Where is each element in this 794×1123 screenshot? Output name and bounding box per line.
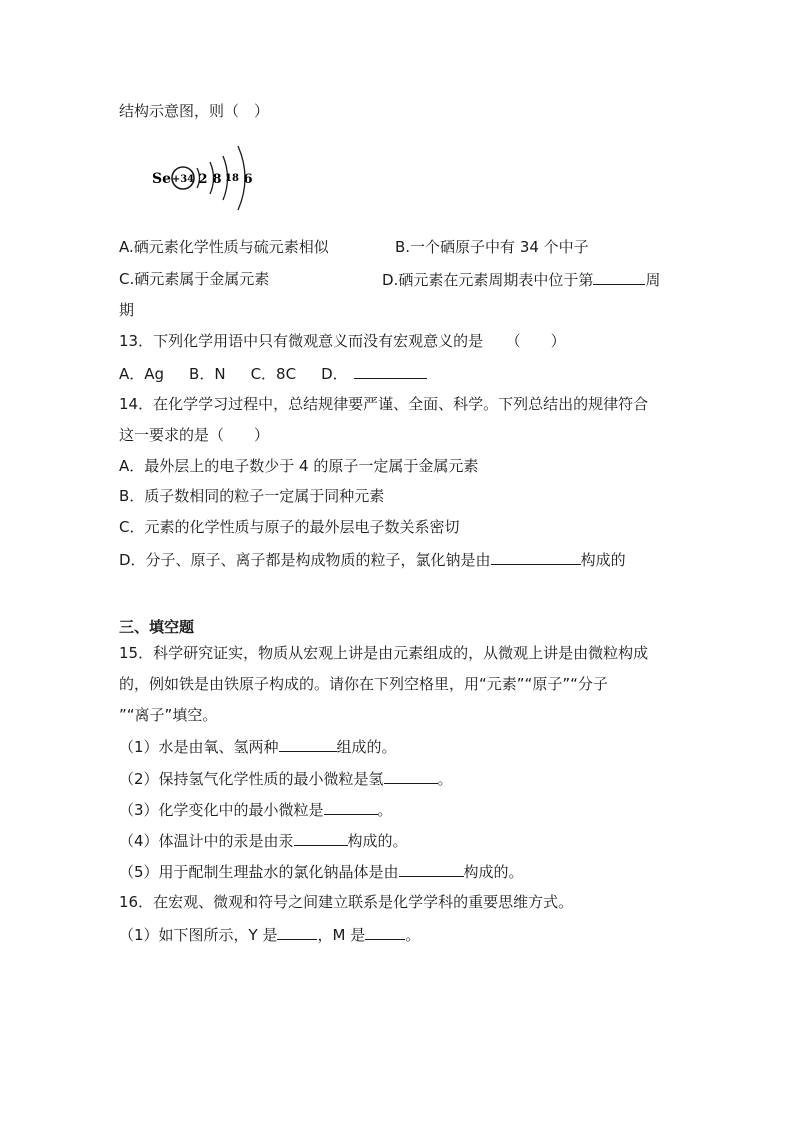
q15-item-5 xyxy=(119,861,524,882)
q16-item-1-suffix: 。 xyxy=(405,926,421,944)
q15-item-4-suffix: 构成的。 xyxy=(347,832,408,850)
q12-option-a: A.硒元素化学性质与硫元素相似 xyxy=(119,238,329,256)
q15-item-3-text: （3）化学变化中的最小微粒是 xyxy=(119,801,324,819)
q14-stem-line1: 14．在化学学习过程中，总结规律要严谨、全面、科学。下列总结出的规律符合 xyxy=(119,395,649,413)
q12-option-d-suffix: 周 xyxy=(645,271,661,289)
q13-option-b: B．N xyxy=(189,365,226,383)
q13-stem: 13．下列化学用语中只有微观意义而没有宏观意义的是 （ ） xyxy=(119,332,566,350)
q16-stem: 16．在宏观、微观和符号之间建立联系是化学学科的重要思维方式。 xyxy=(119,893,574,911)
answer-blank[interactable] xyxy=(279,736,337,752)
q15-item-2-text: （2）保持氢气化学性质的最小微粒是氢 xyxy=(119,770,384,788)
q15-item-5-text: （5）用于配制生理盐水的氯化钠晶体是由 xyxy=(119,863,399,881)
q14-stem-line2: 这一要求的是（ ） xyxy=(119,426,270,444)
nucleus-charge: +34 xyxy=(171,174,195,185)
q16-item-1-mid: ，M 是 xyxy=(317,926,366,944)
answer-blank[interactable] xyxy=(384,768,438,784)
q15-item-4 xyxy=(119,830,408,851)
q16-item-1-text: （1）如下图所示，Y 是 xyxy=(119,926,278,944)
answer-blank[interactable] xyxy=(294,830,348,846)
q14-option-a: A．最外层上的电子数少于 4 的原子一定属于金属元素 xyxy=(119,457,479,475)
q13-option-a: A．Ag xyxy=(119,365,165,383)
q15-item-1-text: （1）水是由氧、氢两种 xyxy=(119,738,279,756)
q15-item-2-suffix: 。 xyxy=(437,770,453,788)
q15-item-3 xyxy=(119,799,393,820)
q12-option-c: C.硒元素属于金属元素 xyxy=(119,270,270,288)
q15-item-4-text: （4）体温计中的汞是由汞 xyxy=(119,832,294,850)
q13-option-d: D． xyxy=(321,365,348,383)
q15-stem-line1: 15．科学研究证实，物质从宏观上讲是由元素组成的，从微观上讲是由微粒构成 xyxy=(119,644,649,662)
answer-blank[interactable] xyxy=(399,861,464,877)
shell-electrons-1: 2 xyxy=(198,172,208,187)
q15-item-2 xyxy=(119,768,453,789)
q15-stem-line3: ”“离子”填空。 xyxy=(119,706,218,724)
q15-item-1-suffix: 组成的。 xyxy=(336,738,397,756)
section-heading: 三、填空题 xyxy=(119,618,195,636)
q14-option-d-text: D．分子、原子、离子都是构成物质的粒子，氯化钠是由 xyxy=(119,551,491,569)
shell-electrons-3: 18 xyxy=(225,173,239,184)
answer-blank[interactable] xyxy=(593,269,645,285)
shell-electrons-4: 6 xyxy=(243,172,253,187)
answer-blank-y[interactable] xyxy=(277,924,317,940)
q12-intro: 结构示意图，则（ ） xyxy=(119,102,270,120)
q14-option-d-suffix: 构成的 xyxy=(580,551,626,569)
answer-blank[interactable] xyxy=(354,363,427,379)
q12-option-d-continuation: 期 xyxy=(119,301,135,319)
q14-option-d xyxy=(119,549,626,570)
selenium-atom-structure-diagram xyxy=(150,138,260,220)
answer-blank[interactable] xyxy=(491,549,581,565)
q13-option-c: C．8C xyxy=(250,365,297,383)
q12-option-d-text: D.硒元素在元素周期表中位于第 xyxy=(382,271,594,289)
answer-blank-m[interactable] xyxy=(365,924,405,940)
q16-item-1 xyxy=(119,924,420,945)
q15-stem-line2: 的，例如铁是由铁原子构成的。请你在下列空格里，用“元素”“原子”“分子 xyxy=(119,675,608,693)
q15-item-1 xyxy=(119,736,397,757)
q12-option-b: B.一个硒原子中有 34 个中子 xyxy=(395,238,589,256)
q14-option-c: C．元素的化学性质与原子的最外层电子数关系密切 xyxy=(119,518,460,536)
q15-item-3-suffix: 。 xyxy=(377,801,393,819)
answer-blank[interactable] xyxy=(324,799,378,815)
element-symbol: Se xyxy=(152,171,172,187)
shell-electrons-2: 8 xyxy=(212,172,222,187)
q14-option-b: B．质子数相同的粒子一定属于同种元素 xyxy=(119,487,385,505)
q15-item-5-suffix: 构成的。 xyxy=(463,863,524,881)
q13-options xyxy=(119,363,427,384)
q12-option-d xyxy=(382,269,660,290)
